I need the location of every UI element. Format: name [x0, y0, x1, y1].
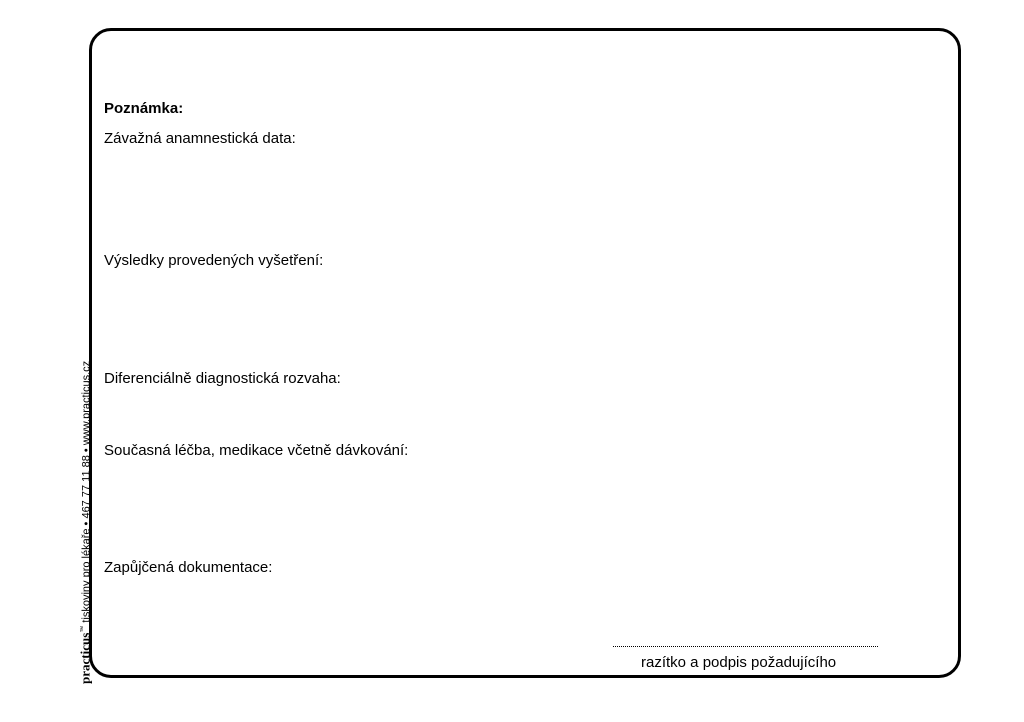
brand-logo: practicus [77, 632, 93, 684]
field-label-current-treatment: Současná léčba, medikace včetně dávkování: [104, 442, 409, 459]
trademark-mark: ™ [80, 625, 87, 633]
field-label-anamnesis: Závažná anamnestická data: [104, 130, 296, 147]
imprint-text: tiskoviny pro lékaře • 467 77 11 88 • www.practicus.cz [80, 360, 93, 626]
note-title: Poznámka: [104, 100, 184, 117]
side-imprint [78, 361, 93, 684]
field-label-exam-results: Výsledky provedených vyšetření: [104, 252, 324, 269]
form-frame [89, 28, 961, 678]
field-label-differential-diagnosis: Diferenciálně diagnostická rozvaha: [104, 370, 341, 387]
signature-line [613, 646, 878, 647]
field-label-lent-documentation: Zapůjčená dokumentace: [104, 559, 273, 576]
signature-label: razítko a podpis požadujícího [641, 654, 837, 671]
